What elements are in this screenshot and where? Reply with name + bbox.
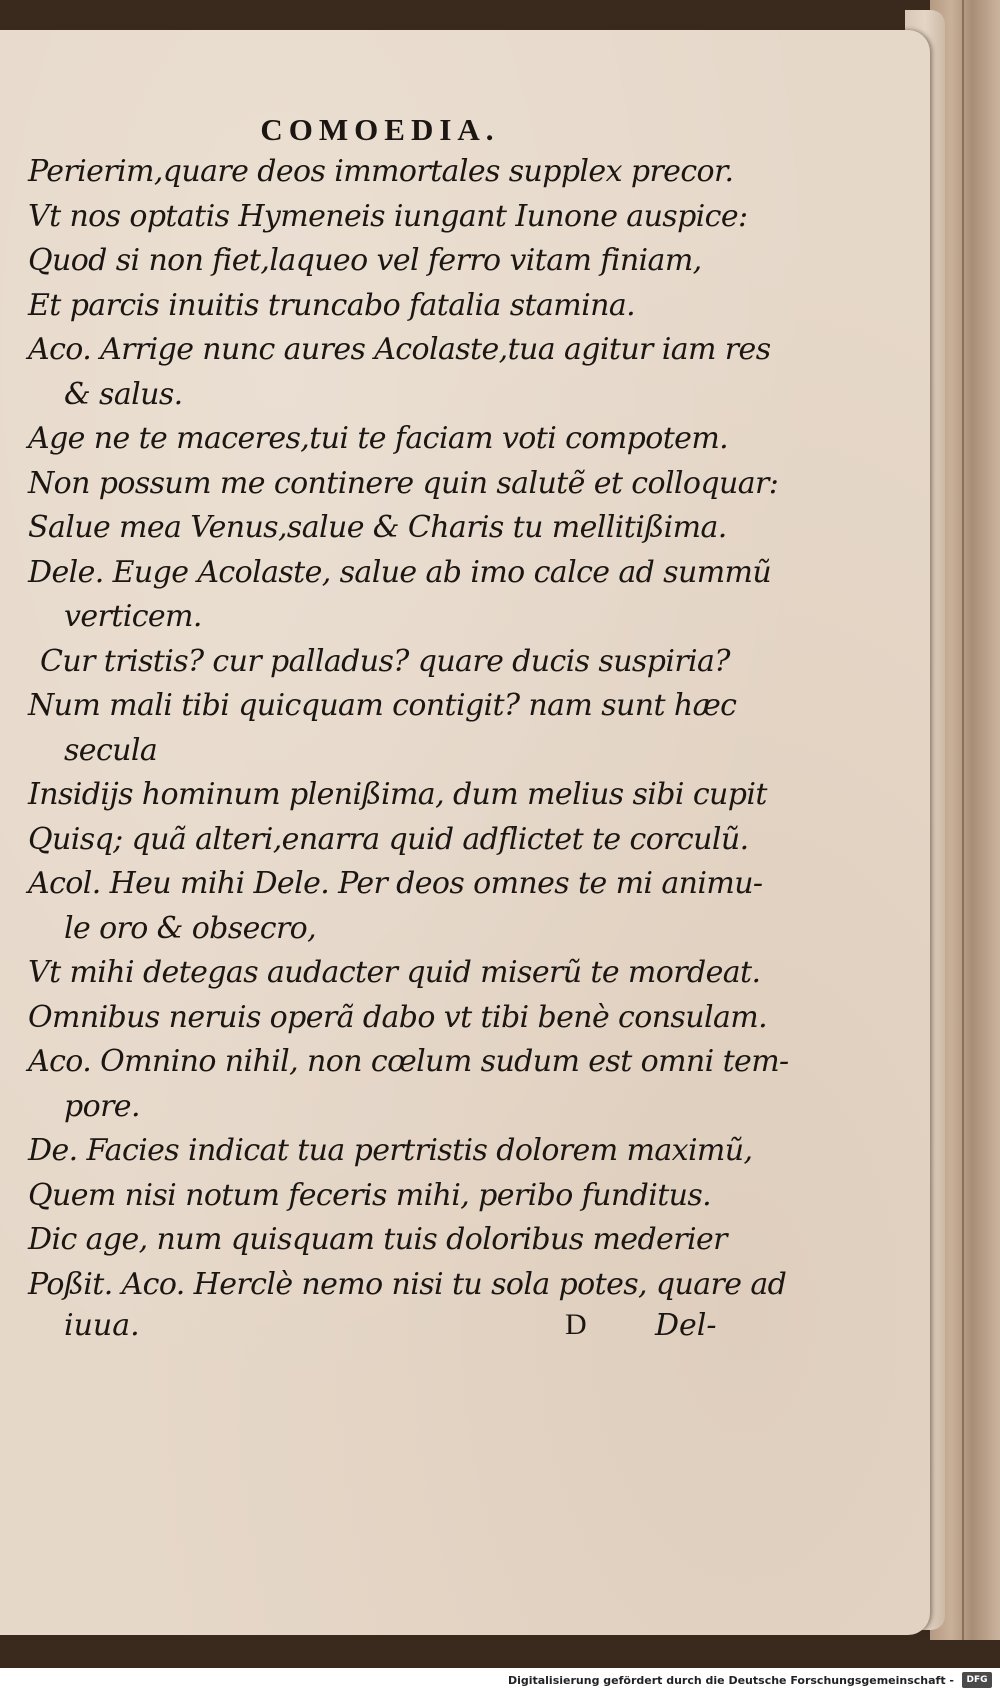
text-line: Insidijs hominum plenißima, dum melius sibi cupit xyxy=(28,777,767,812)
text-line: Quem nisi notum feceris mihi, peribo funditus. xyxy=(28,1177,712,1213)
text-line: Quisq; quã alteri,enarra quid adflictet te corculũ. xyxy=(28,821,749,857)
text-line: Vt nos optatis Hymeneis iungant Iunone auspice: xyxy=(28,198,748,234)
text-line: le oro & obsecro, xyxy=(64,910,317,946)
text-line: Cur tristis? cur palladus? quare ducis suspiria? xyxy=(40,643,730,679)
signature-mark: D xyxy=(565,1308,587,1341)
digitization-footer xyxy=(0,1668,1000,1695)
catchword-right: Del- xyxy=(655,1308,717,1343)
text-line: Et parcis inuitis truncabo fatalia stamina. xyxy=(28,287,636,323)
text-line: verticem. xyxy=(64,599,202,634)
text-line: secula xyxy=(64,732,158,768)
text-line: Aco. Omnino nihil, non cœlum sudum est omni tem- xyxy=(28,1044,789,1079)
funding-credit: Digitalisierung gefördert durch die Deutsche Forschungsgemeinschaft - xyxy=(507,1674,954,1687)
text-line: Age ne te maceres,tui te faciam voti compotem. xyxy=(28,421,729,456)
text-line: Quod si non fiet,laqueo vel ferro vitam finiam, xyxy=(28,243,702,278)
text-line: Perierim,quare deos immortales supplex precor. xyxy=(28,154,734,189)
running-head: COMOEDIA. xyxy=(260,112,500,147)
dfg-logo-icon: DFG xyxy=(962,1672,992,1688)
text-line: Salue mea Venus,salue & Charis tu mellitißima. xyxy=(28,510,727,545)
text-line: Vt mihi detegas audacter quid miserũ te mordeat. xyxy=(28,955,761,990)
text-block xyxy=(28,150,789,1307)
text-line: & salus. xyxy=(64,376,183,412)
text-line: Non possum me continere quin salutẽ et colloquar: xyxy=(28,465,779,501)
text-line: Acol. Heu mihi Dele. Per deos omnes te mi animu- xyxy=(28,866,763,901)
text-line: De. Facies indicat tua pertristis dolorem maximũ, xyxy=(28,1133,753,1168)
text-line: Num mali tibi quicquam contigit? nam sunt hæc xyxy=(28,688,737,723)
text-line: Dic age, num quisquam tuis doloribus mederier xyxy=(28,1222,727,1257)
text-line: pore. xyxy=(64,1088,140,1124)
text-line: Omnibus neruis operã dabo vt tibi benè consulam. xyxy=(28,999,768,1035)
text-line: Aco. Arrige nunc aures Acolaste,tua agitur iam res xyxy=(28,332,771,367)
text-line: Dele. Euge Acolaste, salue ab imo calce ad summũ xyxy=(28,554,772,590)
book-page xyxy=(0,30,930,1635)
page-foot xyxy=(0,1308,720,1348)
text-line: Poßit. Aco. Herclè nemo nisi tu sola potes, quare ad xyxy=(28,1266,787,1302)
catchword-left: iuua. xyxy=(64,1308,140,1343)
